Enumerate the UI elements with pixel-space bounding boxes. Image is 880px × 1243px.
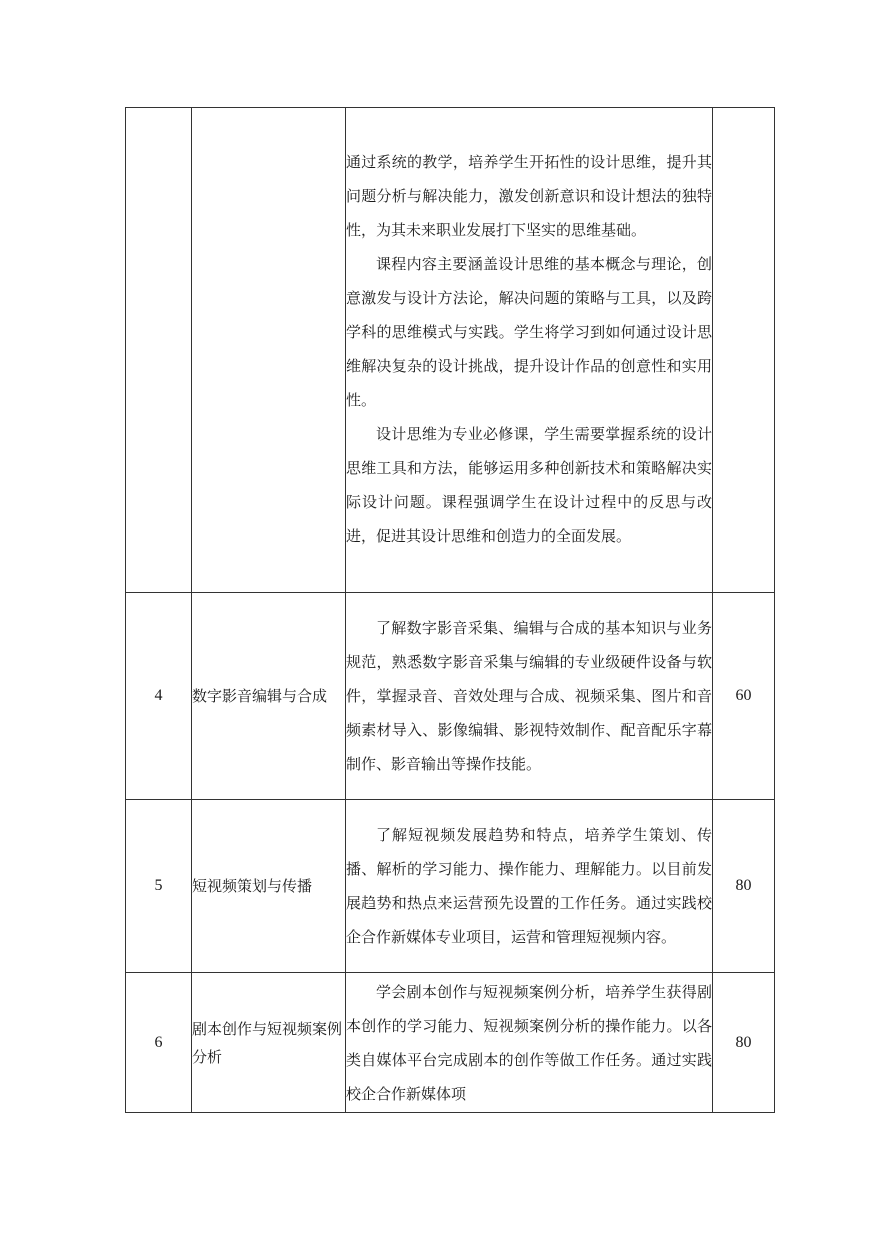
- course-number: 5: [126, 800, 192, 973]
- table-row: [126, 973, 775, 1113]
- course-name: 数字影音编辑与合成: [192, 593, 346, 800]
- course-name: 剧本创作与短视频案例分析: [192, 973, 346, 1113]
- description-paragraph: 设计思维为专业必修课，学生需要掌握系统的设计思维工具和方法，能够运用多种创新技术和策略解决实际设计问题。课程强调学生在设计过程中的反思与改进，促进其设计思维和创造力的全面发展。: [346, 425, 712, 545]
- course-hours: [713, 108, 775, 593]
- course-table: [125, 107, 775, 1113]
- course-hours: 80: [713, 800, 775, 973]
- course-number: 4: [126, 593, 192, 800]
- course-hours: 80: [713, 973, 775, 1113]
- course-description: [346, 593, 713, 800]
- course-name: 短视频策划与传播: [192, 800, 346, 973]
- description-paragraph: 了解数字影音采集、编辑与合成的基本知识与业务规范，熟悉数字影音采集与编辑的专业级硬件设备与软件，掌握录音、音效处理与合成、视频采集、图片和音频素材导入、影像编辑、影视特效制作、配音配乐字幕制作、影音输出等操作技能。: [346, 619, 712, 773]
- course-description: [346, 800, 713, 973]
- course-description: [346, 108, 713, 593]
- description-paragraph: 了解短视频发展趋势和特点，培养学生策划、传播、解析的学习能力、操作能力、理解能力。以目前发展趋势和热点来运营预先设置的工作任务。通过实践校企合作新媒体专业项目，运营和管理短视频内容。: [346, 826, 712, 946]
- description-paragraph: 课程内容主要涵盖设计思维的基本概念与理论，创意激发与设计方法论，解决问题的策略与工具，以及跨学科的思维模式与实践。学生将学习到如何通过设计思维解决复杂的设计挑战，提升设计作品的创意性和实用性。: [346, 255, 712, 409]
- course-description: [346, 973, 713, 1113]
- description-paragraph: 通过系统的教学，培养学生开拓性的设计思维，提升其问题分析与解决能力，激发创新意识和设计想法的独特性，为其未来职业发展打下坚实的思维基础。: [346, 153, 712, 239]
- course-hours: 60: [713, 593, 775, 800]
- table-row: [126, 800, 775, 973]
- course-name: [192, 108, 346, 593]
- table-row: [126, 108, 775, 593]
- course-number: 6: [126, 973, 192, 1113]
- table-row: [126, 593, 775, 800]
- course-number: [126, 108, 192, 593]
- description-paragraph: 学会剧本创作与短视频案例分析，培养学生获得剧本创作的学习能力、短视频案例分析的操作能力。以各类自媒体平台完成剧本的创作等做工作任务。通过实践校企合作新媒体项: [346, 982, 712, 1103]
